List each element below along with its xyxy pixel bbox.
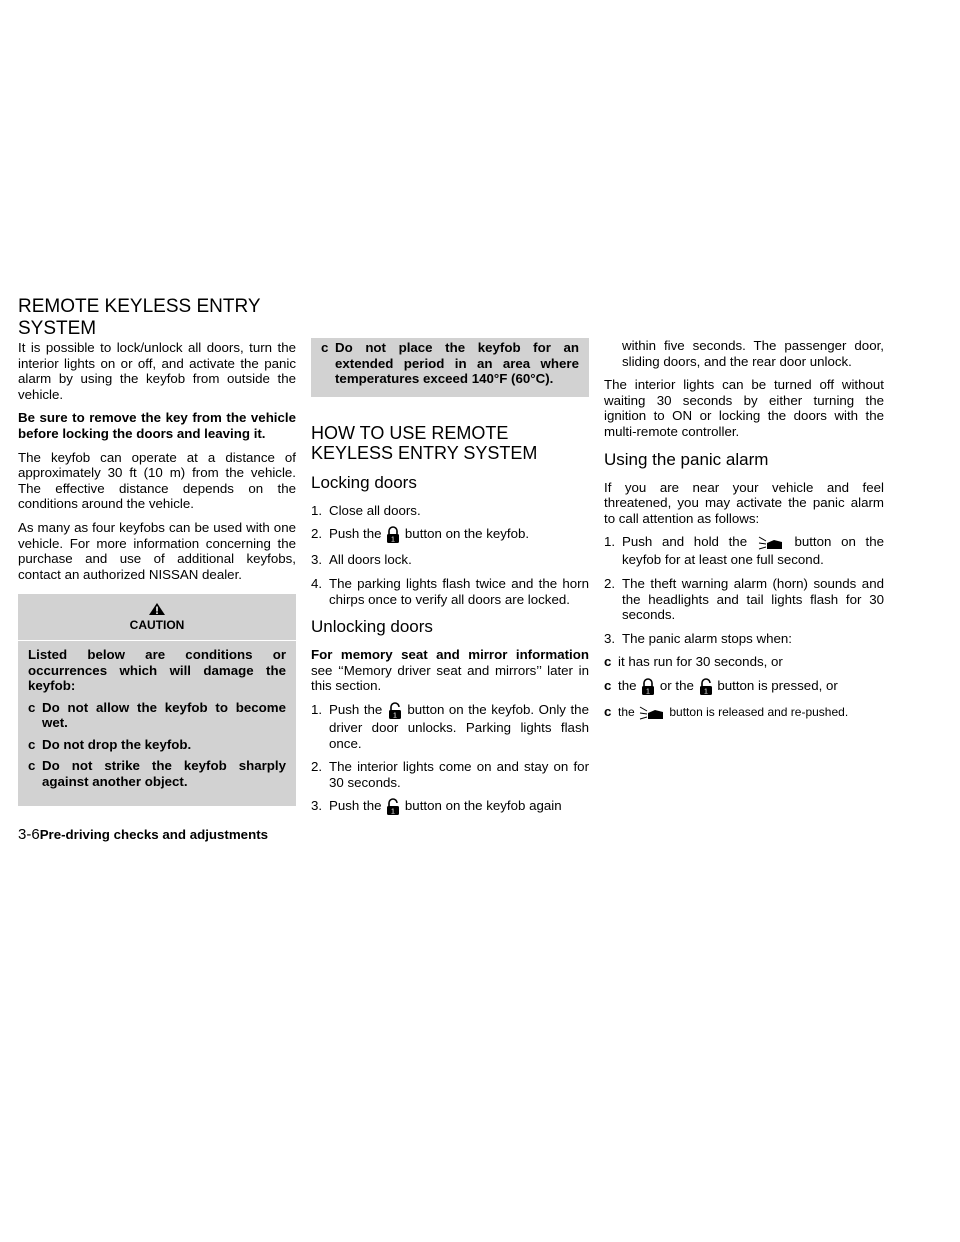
panic-step: 1. Push and hold the button on the keyfob for at least one full second. <box>604 534 884 568</box>
bullet-mark: c <box>28 758 36 774</box>
range-paragraph: The keyfob can operate at a distance of approximately 30 ft (10 m) from the vehicle. The effective distance depends on the conditions around the vehicle. <box>18 449 296 512</box>
svg-text:1: 1 <box>391 536 396 544</box>
panic-alarm-heading: Using the panic alarm <box>604 449 769 469</box>
page-footer <box>18 826 268 843</box>
unlocking-doors-heading: Unlocking doors <box>311 617 433 637</box>
page-number: 3-6 <box>18 826 40 843</box>
warning-icon <box>148 602 166 616</box>
intro-paragraph: It is possible to lock/unlock all doors, turn the interior lights on or off, and activate the panic alarm by using the keyfob from outside the vehicle. <box>18 340 296 402</box>
caution-header <box>18 598 296 641</box>
lock-step: 2. Push the 1 button on the keyfob. <box>311 526 530 544</box>
unlock-step: 3. Push the 1 button on the keyfob again <box>311 798 562 816</box>
caution-item: c Do not place the keyfob for an extended period in an area where temperatures exceed 140°F (60°C). <box>321 340 579 387</box>
svg-text:1: 1 <box>703 688 708 696</box>
caution-continuation <box>311 338 589 397</box>
column-2 <box>311 338 589 824</box>
svg-text:1: 1 <box>646 688 651 696</box>
unlock-icon <box>388 702 402 720</box>
key-warning: Be sure to remove the key from the vehicle before locking the doors and leaving it. <box>18 410 296 441</box>
stop-condition: c the 1 or the 1 button is pressed, or <box>604 677 838 696</box>
memory-seat-note: For memory seat and mirror information see ‘‘Memory driver seat and mirrors’’ later in this section. <box>311 647 589 694</box>
unlock-icon <box>699 678 713 696</box>
chapter-title: Pre-driving checks and adjustments <box>39 827 269 842</box>
unlock-step: 1. Push the 1 button on the keyfob. Only the driver door unlocks. Parking lights flash once. <box>311 701 589 751</box>
panic-step: 2. The theft warning alarm (horn) sounds and the headlights and tail lights flash for 30 seconds. <box>604 575 884 623</box>
bullet-mark: c <box>28 699 36 715</box>
lock-step: 3. All doors lock. <box>311 552 412 568</box>
bullet-mark: c <box>604 654 612 670</box>
svg-text:1: 1 <box>391 808 396 816</box>
lock-step: 1. Close all doors. <box>311 502 421 518</box>
panic-intro: If you are near your vehicle and feel threatened, you may activate the panic alarm to call attention as follows: <box>604 479 884 526</box>
bullet-mark: c <box>321 340 329 355</box>
caution-item: c Do not allow the keyfob to become wet. <box>28 699 286 731</box>
panic-horn-icon <box>639 704 665 722</box>
panic-step: 3. The panic alarm stops when: <box>604 630 792 646</box>
bullet-mark: c <box>28 736 36 752</box>
section-title <box>18 296 318 340</box>
how-to-use-heading: HOW TO USE REMOTE KEYLESS ENTRY SYSTEM <box>311 422 538 463</box>
unlock-step: 2. The interior lights come on and stay on for 30 seconds. <box>311 759 589 790</box>
interior-lights-paragraph: The interior lights can be turned off without waiting 30 seconds by either turning the ignition to ON or locking the doors with the multi-remote controller. <box>604 377 884 439</box>
panic-horn-icon <box>758 534 784 552</box>
bullet-mark: c <box>604 677 612 693</box>
keyfob-count-paragraph: As many as four keyfobs can be used with one vehicle. For more information concerning the purchase and use of additional keyfobs, contact an authorized NISSAN dealer. <box>18 519 296 582</box>
lock-icon <box>386 526 400 544</box>
locking-doors-heading: Locking doors <box>311 472 417 492</box>
svg-text:1: 1 <box>392 712 397 720</box>
section-title-line1: REMOTE KEYLESS ENTRY <box>18 296 261 317</box>
caution-item: c Do not drop the keyfob. <box>28 736 192 752</box>
column-1 <box>18 340 296 806</box>
bullet-mark: c <box>604 703 612 719</box>
lock-step: 4. The parking lights flash twice and the horn chirps once to verify all doors are locked. <box>311 575 589 607</box>
unlock-icon <box>386 798 400 816</box>
caution-box <box>18 594 296 805</box>
caution-item: c Do not strike the keyfob sharply against another object. <box>28 758 286 790</box>
caution-label: CAUTION <box>129 618 185 633</box>
caution-intro: Listed below are conditions or occurrences which will damage the keyfob: <box>28 646 286 694</box>
unlock-continuation: within five seconds. The passenger door, sliding doors, and the rear door unlock. <box>622 338 884 369</box>
stop-condition: c the button is released and re-pushed. <box>604 704 884 722</box>
column-3 <box>604 338 884 730</box>
section-title-line2: SYSTEM <box>18 318 97 339</box>
stop-condition: c it has run for 30 seconds, or <box>604 654 783 670</box>
lock-icon <box>641 678 655 696</box>
